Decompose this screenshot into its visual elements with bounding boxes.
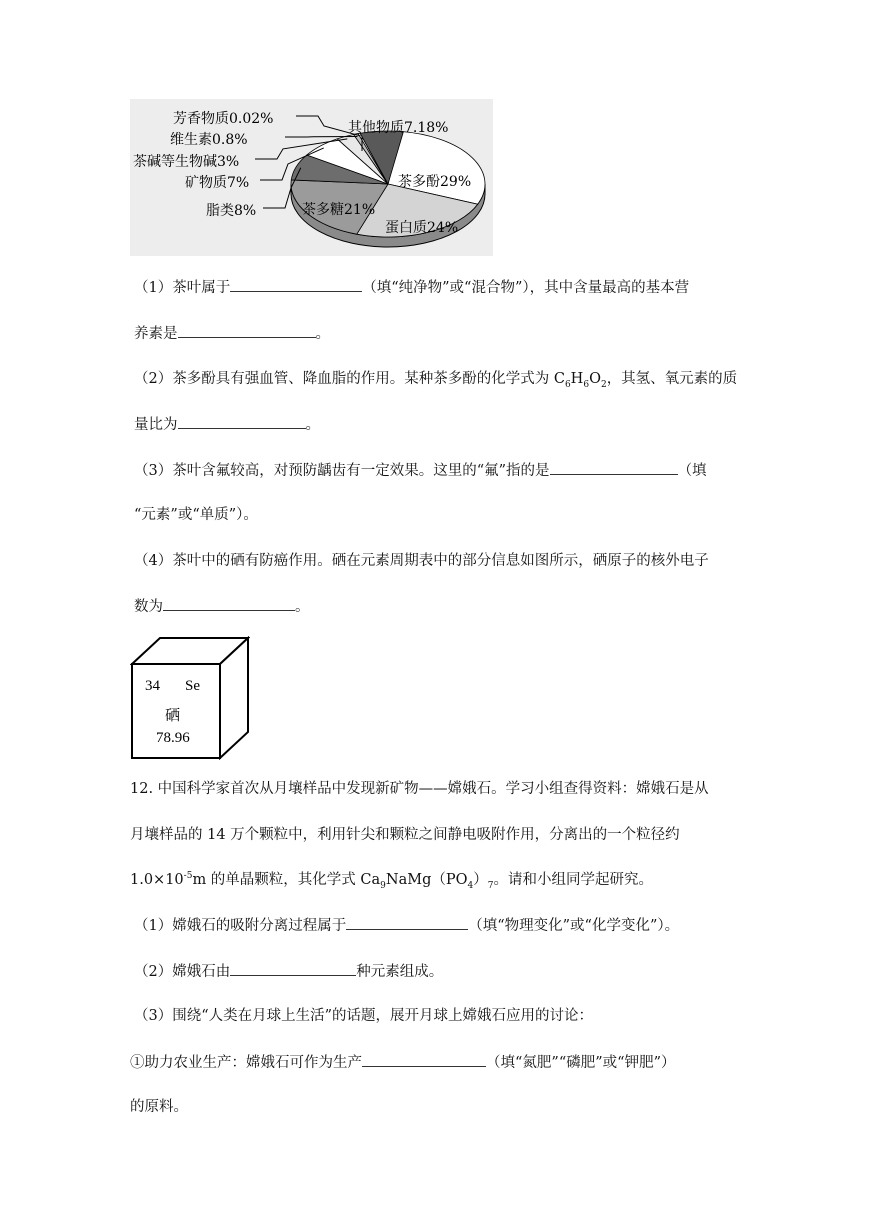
q3-text-c: “元素”或“单质”）。 [134,507,258,523]
q2-o: O [589,371,601,387]
q12-part4-line1 [130,1051,675,1074]
q1-line2 [134,322,330,345]
q12-text-1: 12. 中国科学家首次从月壤样品中发现新矿物——嫦娥石。学习小组查得资料：嫦娥石是从 [130,781,709,797]
q12-part3 [134,1005,593,1027]
q12-text-3b: m 的单晶颗粒，其化学式 Ca [192,872,381,888]
q2-text-b: ，其氢、氧元素的质 [606,371,738,387]
q12-p2-blank[interactable] [230,960,356,976]
q12-part4-line2 [130,1096,188,1118]
q4-text-a: （4）茶叶中的硒有防癌作用。硒在元素周期表中的部分信息如图所示，硒原子的核外电子 [134,553,709,569]
pie-label-3: 脂类8% [206,203,257,219]
q12-exponent: -5 [183,871,193,882]
q1-text-a: （1）茶叶属于 [134,280,231,296]
q1-text-c: 养素是 [134,326,178,342]
q12-p1-text-a: （1）嫦娥石的吸附分离过程属于 [134,918,347,934]
pie-label-8: 其他物质7.18% [348,120,449,136]
q12-p4-text-c: 的原料。 [130,1099,188,1115]
q4-line2 [134,595,310,618]
q2-line1 [134,368,737,390]
q2-subscript-o: 2 [600,379,607,390]
q2-h: H [570,371,584,387]
pie-label-2: 茶多糖21% [302,202,376,218]
selenium-element-card [130,636,250,760]
q1-line1 [134,276,689,299]
q2-blank[interactable] [178,413,306,429]
q12-text-3e: 。请和小组同学起研究。 [493,872,653,888]
q12-sub-po4: 7 [487,880,494,891]
q12-p4-text-b: （填“氮肥”“磷肥”或“钾肥”） [486,1055,676,1071]
q4-text-c: 。 [295,599,310,615]
atomic-mass: 78.96 [156,730,190,746]
pie-label-1: 蛋白质24% [385,220,459,236]
q12-text-3c: NaMg（PO [385,872,468,888]
q1-blank-1[interactable] [230,276,362,292]
q2-text-a: （2）茶多酚具有强血管、降血脂的作用。某种茶多酚的化学式为 C [134,371,565,387]
q4-text-b: 数为 [134,599,163,615]
q12-sub-o: 4 [467,880,474,891]
q3-blank[interactable] [550,459,678,475]
element-symbol: Se [185,678,200,694]
q12-p2-text-b: 种元素组成。 [356,964,444,980]
q12-p3-text: （3）围绕“人类在月球上生活”的话题，展开月球上嫦娥石应用的讨论： [134,1008,594,1024]
q2-text-d: 。 [305,417,320,433]
q4-line1 [134,550,709,572]
q12-p4-blank[interactable] [362,1051,486,1067]
q12-line1 [130,778,709,800]
tea-composition-pie-chart [130,99,493,256]
q2-text-c: 量比为 [134,417,178,433]
q4-blank[interactable] [163,595,295,611]
q3-text-b: （填 [677,463,707,479]
pie-label-0: 茶多酚29% [398,174,472,190]
pie-chart-svg [130,99,493,256]
q2-subscript-c: 6 [564,379,571,390]
pie-label-7: 芳香物质0.02% [173,111,274,127]
q3-line2 [134,504,258,526]
q12-p4-text-a: ①助力农业生产：嫦娥石可作为生产 [130,1055,362,1071]
element-name: 硒 [165,708,181,724]
q3-text-a: （3）茶叶含氟较高，对预防龋齿有一定效果。这里的“氟”指的是 [134,463,550,479]
q12-text-2: 月壤样品的 14 万个颗粒中，利用针尖和颗粒之间静电吸附作用，分离出的一个粒径约 [130,827,680,843]
q2-subscript-h: 6 [583,379,590,390]
pie-label-6: 维生素0.8% [170,132,248,148]
q12-p2-text-a: （2）嫦娥石由 [134,964,231,980]
q12-part2 [134,960,443,983]
q1-blank-2[interactable] [178,322,316,338]
q12-line2 [130,824,680,846]
q12-text-3a: 1.0×10 [130,872,184,888]
q12-p1-text-b: （填“物理变化”或“化学变化”）。 [468,918,680,934]
q12-line3 [130,869,653,891]
q1-text-d: 。 [315,326,330,342]
q12-sub-ca: 9 [380,880,386,891]
q12-text-3d: ） [473,872,488,888]
pie-leader-6 [285,136,357,137]
atomic-number: 34 [145,678,160,694]
q3-line1 [134,459,707,482]
q2-line2 [134,413,320,436]
q1-text-b: （填“纯净物”或“混合物”），其中含量最高的基本营 [362,280,690,296]
pie-label-4: 矿物质7% [185,175,250,191]
q12-p1-blank[interactable] [346,914,468,930]
pie-label-5: 茶碱等生物碱3% [133,154,240,170]
q12-part1 [134,914,679,937]
